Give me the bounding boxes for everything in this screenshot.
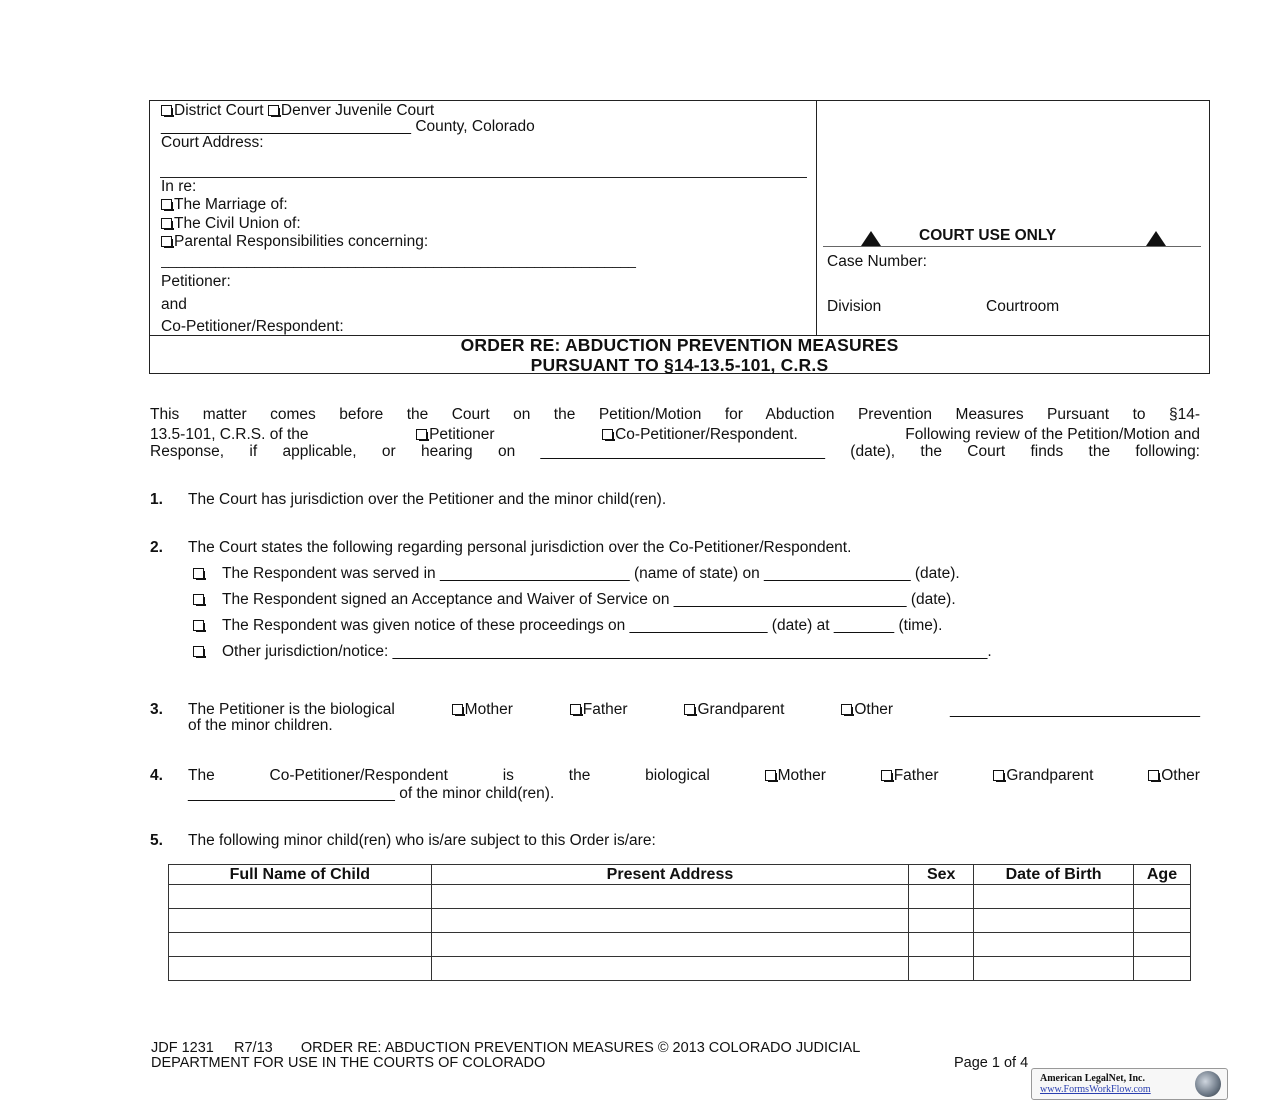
parental-responsibilities-option	[161, 233, 428, 251]
footer-line-2: DEPARTMENT FOR USE IN THE COURTS OF COLORADO	[151, 1055, 546, 1071]
intro-petitioner-label: Petitioner	[429, 426, 495, 443]
item-2-option-other	[193, 643, 992, 661]
table-row	[169, 933, 1191, 957]
item-4-other-label: Other	[1161, 767, 1200, 784]
item-3-other-blank[interactable]: _____________________________	[949, 701, 1200, 718]
waiver-text: The Respondent signed an Acceptance and Waiver of Service on ___________________________ (date).	[222, 591, 956, 608]
item-4-mother-label: Mother	[777, 767, 826, 784]
child-name-cell[interactable]	[169, 933, 432, 957]
item-2-option-served	[193, 565, 960, 583]
child-name-cell[interactable]	[169, 885, 432, 909]
county-blank[interactable]: _____________________________	[161, 118, 411, 135]
child-address-cell[interactable]	[431, 885, 908, 909]
item-2-text: The Court states the following regarding personal jurisdiction over the Co-Petitioner/Respondent.	[188, 539, 852, 556]
intro-petitioner-option	[416, 426, 494, 444]
header-present-address: Present Address	[431, 865, 908, 885]
intro-line-2-pre: 13.5-101, C.R.S. of the	[150, 426, 309, 443]
intro-copetitioner-label: Co-Petitioner/Respondent.	[615, 426, 798, 443]
parental-responsibilities-label: Parental Responsibilities concerning:	[174, 233, 429, 250]
item-4-word: The	[188, 767, 215, 784]
item-4-line-2: ________________________ of the minor child(ren).	[188, 785, 555, 802]
up-arrow-icon	[861, 231, 881, 246]
petitioner-label: Petitioner:	[161, 273, 231, 290]
item-3-mother-label: Mother	[464, 701, 513, 718]
served-checkbox[interactable]	[193, 568, 204, 579]
table-row	[169, 957, 1191, 981]
item-4-grandparent-label: Grandparent	[1006, 767, 1094, 784]
child-age-cell[interactable]	[1134, 957, 1191, 981]
notice-checkbox[interactable]	[193, 620, 204, 631]
notice-text: The Respondent was given notice of these proceedings on ________________ (date) at _______ (time).	[222, 617, 943, 634]
item-4-word: biological	[645, 767, 710, 784]
item-4-father-checkbox[interactable]	[881, 770, 892, 781]
child-address-cell[interactable]	[431, 957, 908, 981]
children-table-header	[169, 865, 1191, 885]
other-jurisdiction-text: Other jurisdiction/notice: _____________________________________________________________________.	[222, 643, 992, 660]
child-name-cell[interactable]	[169, 957, 432, 981]
child-address-cell[interactable]	[431, 909, 908, 933]
child-sex-cell[interactable]	[909, 957, 974, 981]
footer-page-number: Page 1 of 4	[954, 1055, 1029, 1071]
county-suffix: County, Colorado	[415, 118, 535, 135]
item-4-father-option	[881, 767, 939, 785]
civil-union-option	[161, 215, 301, 233]
item-3-text: The Petitioner is the biological	[188, 701, 395, 718]
courtroom-label: Courtroom	[986, 298, 1060, 315]
intro-petitioner-checkbox[interactable]	[416, 429, 427, 440]
item-3-other-label: Other	[854, 701, 894, 718]
co-petitioner-label: Co-Petitioner/Respondent:	[161, 318, 344, 335]
item-1-text: The Court has jurisdiction over the Petitioner and the minor child(ren).	[188, 491, 667, 508]
item-3-other-checkbox[interactable]	[841, 704, 852, 715]
intro-line-2	[150, 426, 1200, 444]
item-1-number: 1.	[150, 491, 163, 508]
item-2-option-waiver	[193, 591, 956, 609]
in-re-label: In re:	[161, 178, 197, 195]
item-4-line-1	[188, 767, 1200, 785]
child-address-cell[interactable]	[431, 933, 908, 957]
intro-copetitioner-checkbox[interactable]	[602, 429, 613, 440]
item-4-grandparent-option	[993, 767, 1093, 785]
up-arrow-icon	[1146, 231, 1166, 246]
legalnet-name: American LegalNet, Inc.	[1040, 1073, 1145, 1084]
served-text: The Respondent was served in ______________________ (name of state) on _________________ (date).	[222, 565, 960, 582]
order-title-line2: PURSUANT TO §14-13.5-101, C.R.S	[530, 355, 829, 375]
parental-responsibilities-checkbox[interactable]	[161, 236, 172, 247]
civil-union-label: The Civil Union of:	[174, 215, 301, 232]
child-dob-cell[interactable]	[974, 933, 1134, 957]
district-court-checkbox[interactable]	[161, 105, 172, 116]
marriage-option	[161, 196, 288, 214]
marriage-checkbox[interactable]	[161, 199, 172, 210]
table-row	[169, 885, 1191, 909]
item-3-number: 3.	[150, 701, 163, 718]
header-full-name: Full Name of Child	[169, 865, 432, 885]
item-3-line-1	[188, 701, 1200, 719]
intro-line-3: Response, if applicable, or hearing on _________________________________ (date), the Court finds the following:	[150, 443, 1200, 460]
party-name-blank[interactable]: _____________________________________________________________	[161, 252, 636, 268]
court-use-only-label: COURT USE ONLY	[919, 227, 1057, 244]
division-label: Division	[827, 298, 882, 315]
marriage-label: The Marriage of:	[174, 196, 288, 213]
child-dob-cell[interactable]	[974, 885, 1134, 909]
child-sex-cell[interactable]	[909, 885, 974, 909]
other-jurisdiction-checkbox[interactable]	[193, 646, 204, 657]
item-4-grandparent-checkbox[interactable]	[993, 770, 1004, 781]
item-4-other-checkbox[interactable]	[1148, 770, 1159, 781]
denver-juvenile-court-label: Denver Juvenile Court	[280, 102, 435, 119]
item-5-text: The following minor child(ren) who is/are subject to this Order is/are:	[188, 832, 656, 849]
district-court-label: District Court	[174, 102, 264, 119]
court-use-divider	[823, 246, 1201, 247]
child-age-cell[interactable]	[1134, 933, 1191, 957]
waiver-checkbox[interactable]	[193, 594, 204, 605]
court-address-label: Court Address:	[161, 134, 264, 151]
item-3-grandparent-label: Grandparent	[697, 701, 785, 718]
table-row	[169, 909, 1191, 933]
item-3-grandparent-option	[684, 701, 784, 719]
item-3-mother-checkbox[interactable]	[452, 704, 463, 715]
denver-juvenile-court-checkbox[interactable]	[268, 105, 279, 116]
court-address-line[interactable]	[160, 177, 807, 178]
header-date-of-birth: Date of Birth	[974, 865, 1134, 885]
item-5-number: 5.	[150, 832, 163, 849]
item-2-number: 2.	[150, 539, 163, 556]
child-dob-cell[interactable]	[974, 909, 1134, 933]
legalnet-url[interactable]: www.FormsWorkFlow.com	[1040, 1084, 1151, 1095]
item-3-other-option	[841, 701, 893, 719]
item-3-grandparent-checkbox[interactable]	[684, 704, 695, 715]
item-4-other-option	[1148, 767, 1200, 785]
item-3-father-option	[570, 701, 628, 719]
child-sex-cell[interactable]	[909, 909, 974, 933]
case-number-label: Case Number:	[827, 253, 927, 270]
order-title-line1: ORDER RE: ABDUCTION PREVENTION MEASURES	[460, 335, 899, 355]
item-3-mother-option	[452, 701, 513, 719]
child-age-cell[interactable]	[1134, 885, 1191, 909]
intro-line-1: This matter comes before the Court on the Petition/Motion for Abduction Prevention Measures Pursuant to §14-	[150, 406, 1200, 423]
item-4-father-label: Father	[893, 767, 939, 784]
caption-divider	[816, 100, 817, 336]
item-4-word: the	[568, 767, 591, 784]
child-sex-cell[interactable]	[909, 933, 974, 957]
child-age-cell[interactable]	[1134, 909, 1191, 933]
child-name-cell[interactable]	[169, 909, 432, 933]
children-table	[168, 864, 1191, 981]
item-3-line-2: of the minor children.	[188, 717, 333, 734]
item-4-word: Co-Petitioner/Respondent	[269, 767, 448, 784]
item-4-mother-option	[765, 767, 826, 785]
and-label: and	[161, 296, 187, 313]
intro-copetitioner-option	[602, 426, 798, 444]
item-3-father-label: Father	[582, 701, 628, 718]
civil-union-checkbox[interactable]	[161, 218, 172, 229]
item-4-word: is	[502, 767, 514, 784]
item-4-number: 4.	[150, 767, 163, 784]
legalnet-badge	[1031, 1068, 1228, 1100]
child-dob-cell[interactable]	[974, 957, 1134, 981]
globe-icon	[1195, 1071, 1221, 1097]
item-2-option-notice	[193, 617, 942, 635]
item-3-father-checkbox[interactable]	[570, 704, 581, 715]
header-sex: Sex	[909, 865, 974, 885]
intro-line-2-post: Following review of the Petition/Motion and	[905, 426, 1200, 443]
item-4-mother-checkbox[interactable]	[765, 770, 776, 781]
footer-line-1: JDF 1231 R7/13 ORDER RE: ABDUCTION PREVENTION MEASURES © 2013 COLORADO JUDICIAL	[151, 1040, 861, 1056]
header-age: Age	[1134, 865, 1191, 885]
